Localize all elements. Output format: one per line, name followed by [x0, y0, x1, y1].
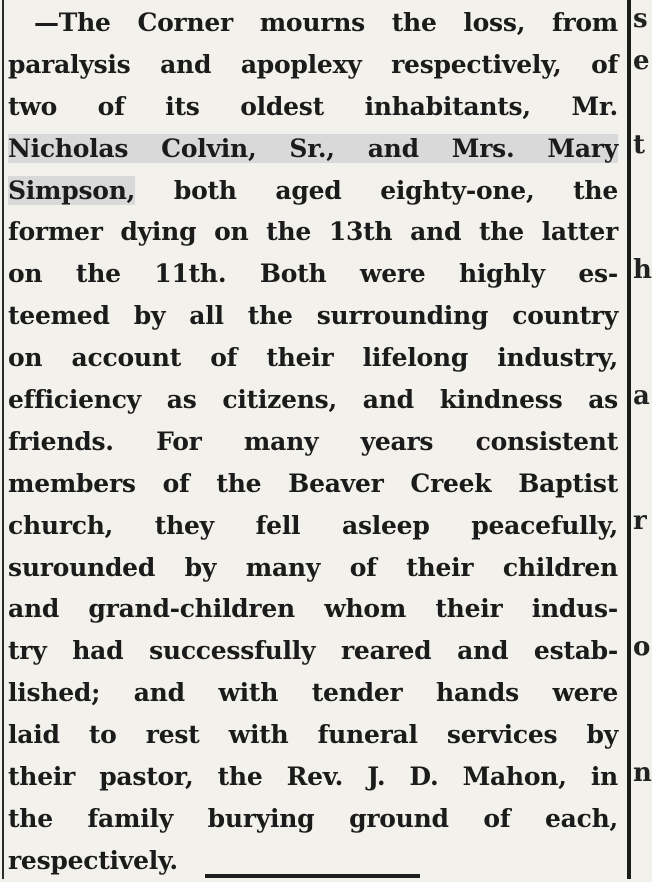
article-line-10: efficiency as citizens, and kindness as: [8, 385, 618, 415]
article-line-5: Simpson, both aged eighty-one, the: [8, 175, 618, 205]
adjacent-fragment: h: [633, 255, 652, 285]
article-line-17: lished; and with tender hands were: [8, 678, 618, 708]
article-line-9: on account of their lifelong industry,: [8, 343, 618, 373]
article-line-1: —The Corner mourns the loss, from: [34, 8, 618, 37]
article-line-12: members of the Beaver Creek Baptist: [8, 468, 618, 498]
article-line-3: two of its oldest inhabitants, Mr.: [8, 91, 618, 121]
article-line-8: teemed by all the surrounding country: [8, 301, 618, 331]
obituary-article: [8, 2, 618, 882]
article-line-15: and grand-children whom their indus-: [8, 594, 618, 624]
article-line-2: paralysis and apoplexy respectively, of: [8, 49, 618, 79]
right-column-rule: [627, 0, 631, 879]
article-line-20: the family burying ground of each,: [8, 803, 618, 833]
article-line-16: try had successfully reared and estab-: [8, 636, 618, 666]
article-line-18: laid to rest with funeral services by: [8, 720, 618, 750]
highlighted-name-simpson: Simpson,: [8, 175, 136, 205]
article-line-13: church, they fell asleep peacefully,: [8, 510, 618, 540]
article-line-4: [8, 128, 618, 170]
adjacent-fragment: t: [633, 130, 646, 160]
adjacent-fragment: e: [633, 46, 650, 76]
adjacent-fragment: s: [633, 4, 648, 34]
article-line-14: surounded by many of their children: [8, 552, 618, 582]
left-column-rule: [2, 0, 4, 879]
article-line-6: former dying on the 13th and the latter: [8, 217, 618, 247]
adjacent-fragment: o: [633, 632, 651, 662]
adjacent-fragment: n: [633, 758, 652, 788]
article-end-rule: [205, 874, 420, 878]
adjacent-fragment: a: [633, 381, 650, 411]
article-line-11: friends. For many years consistent: [8, 426, 618, 456]
article-line-21: respectively.: [8, 845, 178, 875]
article-line-7: on the 11th. Both were highly es-: [8, 259, 618, 289]
adjacent-fragment: r: [633, 506, 647, 536]
article-line-19: their pastor, the Rev. J. D. Mahon, in: [8, 762, 618, 792]
highlighted-names: Nicholas Colvin, Sr., and Mrs. Mary: [8, 133, 618, 163]
adjacent-column-fragments: [633, 0, 652, 879]
